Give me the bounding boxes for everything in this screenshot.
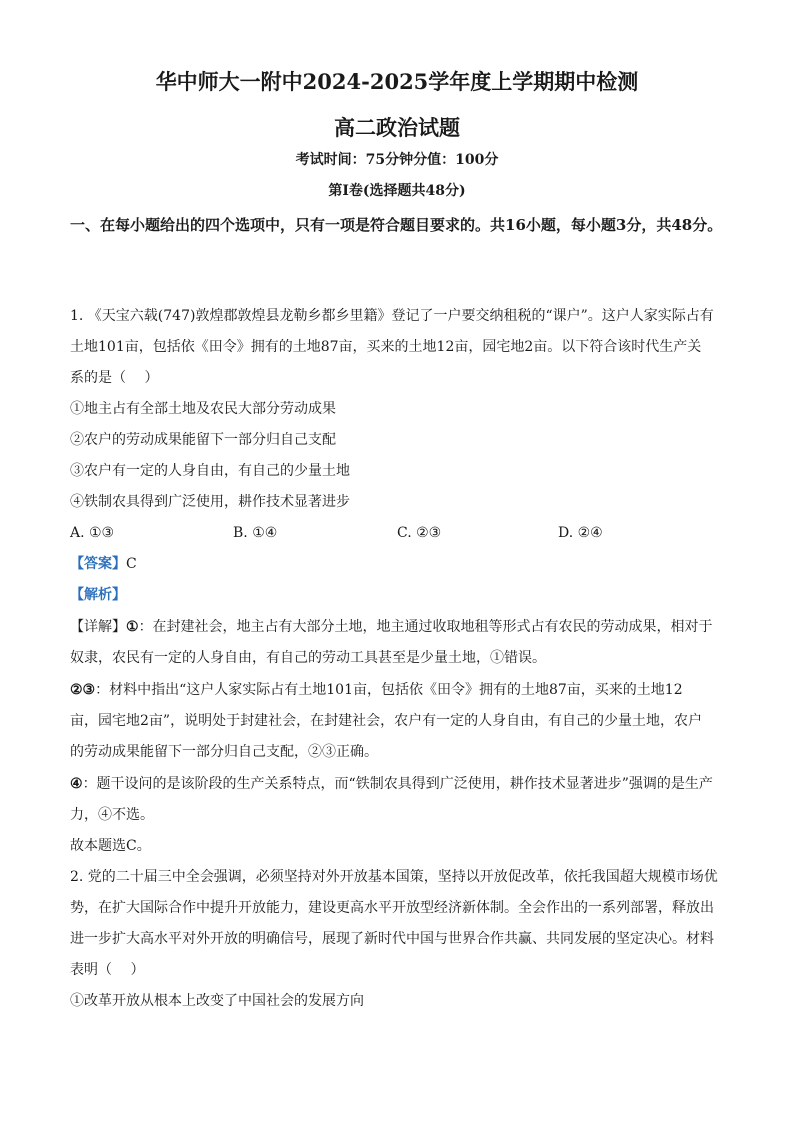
detail-tag: 【详解】 xyxy=(70,619,126,635)
q1-option-b: B. ①④ xyxy=(233,525,278,541)
section-instruction: 一、在每小题给出的四个选项中，只有一项是符合题目要求的。共16小题，每小题3分，共48分。 xyxy=(70,216,723,234)
exam-info: 考试时间：75分钟分值：100分 xyxy=(295,152,499,168)
detail-lead: ① xyxy=(126,619,139,635)
answer-value: C xyxy=(126,556,137,572)
detail-text: ：在封建社会，地主占有大部分土地，地主通过收取地租等形式占有农民的劳动成果，相对于 xyxy=(138,619,713,635)
q1-detail-line xyxy=(70,774,713,794)
detail-lead: ②③ xyxy=(70,682,96,698)
q1-statement: ②农户的劳动成果能留下一部分归自己支配 xyxy=(70,432,336,448)
q2-stem-line: 2. 党的二十届三中全会强调，必须坚持对外开放基本国策，坚持以开放促改革，依托我国超大规模市场优 xyxy=(70,869,718,885)
q2-stem-line: 进一步扩大高水平对外开放的明确信号，展现了新时代中国与世界合作共赢、共同发展的坚定决心。材料 xyxy=(70,931,714,947)
q1-detail-line xyxy=(70,617,713,637)
part-title: 第I卷(选择题共48分) xyxy=(328,183,466,199)
q1-detail-line: 亩，园宅地2亩”，说明处于封建社会，在封建社会，农户有一定的人身自由，有自己的少量土地，农户 xyxy=(70,713,703,729)
q1-option-d: D. ②④ xyxy=(558,525,603,541)
q1-detail-line: 奴隶，农民有一定的人身自由，有自己的劳动工具甚至是少量土地，①错误。 xyxy=(70,650,546,666)
detail-lead: ④ xyxy=(70,776,83,792)
q1-detail-line xyxy=(70,680,683,700)
q1-answer xyxy=(70,554,137,574)
q1-stem-line: 1. 《天宝六载(747)敦煌郡敦煌县龙勒乡都乡里籍》登记了一户要交纳租税的“课户”。这户人家实际占有 xyxy=(70,308,714,324)
q1-stem-line: 系的是（ ） xyxy=(70,370,159,386)
q1-detail-line: 的劳动成果能留下一部分归自己支配，②③正确。 xyxy=(70,744,378,760)
q2-stem-line: 势，在扩大国际合作中提升开放能力，建设更高水平开放型经济新体制。全会作出的一系列部署，释放出 xyxy=(70,900,714,916)
exam-title: 华中师大一附中2024-2025学年度上学期期中检测 xyxy=(155,69,639,94)
q1-analysis-heading xyxy=(70,585,126,605)
q1-statement: ①地主占有全部土地及农民大部分劳动成果 xyxy=(70,401,336,417)
detail-text: ：题干设问的是该阶段的生产关系特点，而“铁制农具得到广泛使用，耕作技术显著进步”强调的是生产 xyxy=(82,776,713,792)
q2-statement: ①改革开放从根本上改变了中国社会的发展方向 xyxy=(70,993,364,1009)
q1-stem-line: 土地101亩，包括依《田令》拥有的土地87亩，买来的土地12亩，园宅地2亩。以下符合该时代生产关 xyxy=(70,339,702,355)
q1-detail-line: 力，④不选。 xyxy=(70,807,154,823)
q1-statement: ④铁制农具得到广泛使用，耕作技术显著进步 xyxy=(70,494,350,510)
answer-tag: 【答案】 xyxy=(70,556,126,572)
q1-statement: ③农户有一定的人身自由，有自己的少量土地 xyxy=(70,463,350,479)
exam-subtitle: 高二政治试题 xyxy=(334,115,460,140)
q1-conclusion: 故本题选C。 xyxy=(70,838,151,854)
q1-option-c: C. ②③ xyxy=(397,525,442,541)
detail-text: ：材料中指出“这户人家实际占有土地101亩，包括依《田令》拥有的土地87亩，买来的土地12 xyxy=(95,682,683,698)
q2-stem-line: 表明（ ） xyxy=(70,962,145,978)
analysis-tag: 【解析】 xyxy=(70,587,126,603)
q1-option-a: A. ①③ xyxy=(70,525,115,541)
